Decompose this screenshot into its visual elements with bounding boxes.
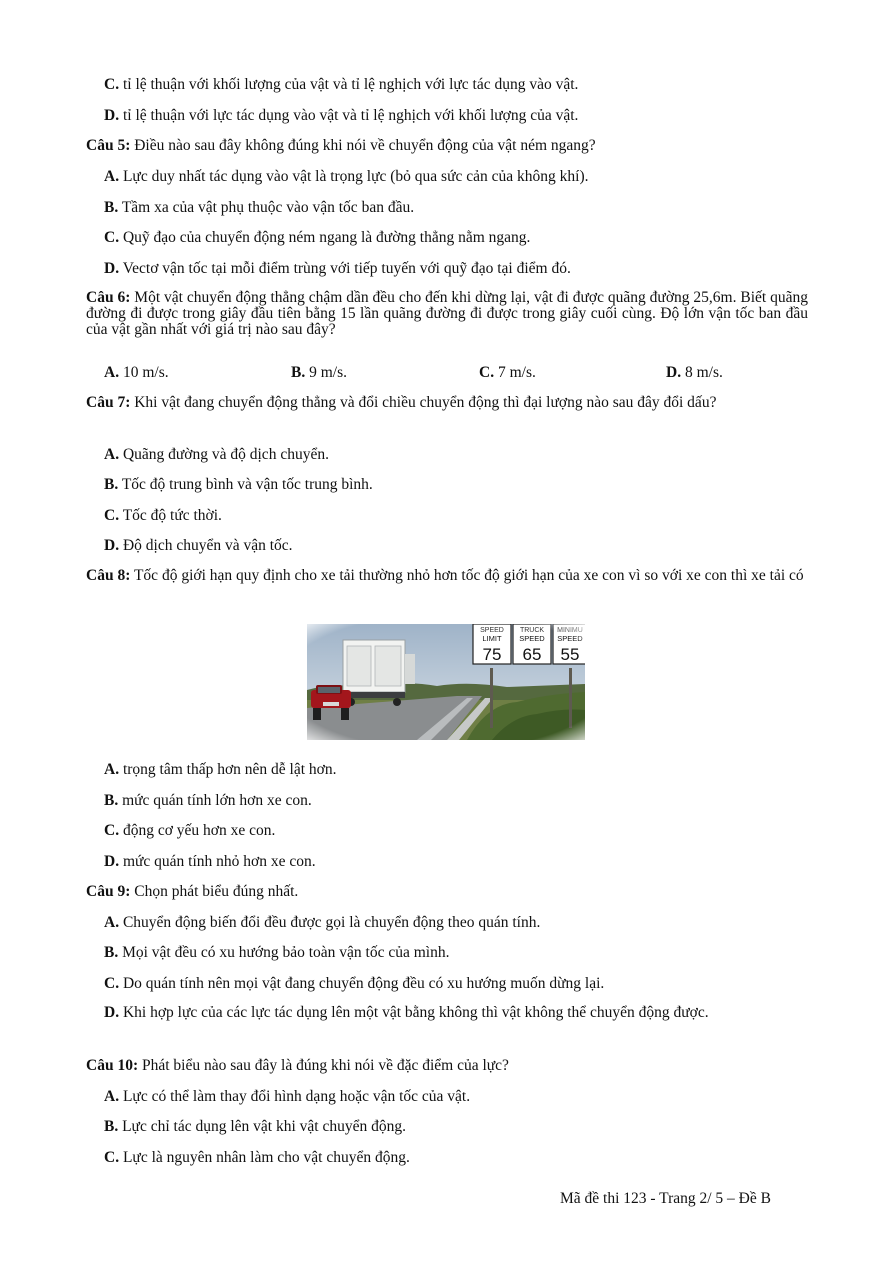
q6-stem: Câu 6: Một vật chuyển động thẳng chậm dần đều cho đến khi dừng lại, vật đi được quãng đường 25,6m. Biết quãng đường đi được trong giây đầu tiên bằng 15 lần quãng đường đi được trong giây cuối cùng. Độ lớn vận tốc ban đầu của vật gần nhất với giá trị nào sau đây?	[86, 289, 808, 338]
q8-option-c: C. động cơ yếu hơn xe con.	[104, 822, 276, 839]
truck-speed-limit-photo	[307, 624, 585, 740]
q10-option-c: C. Lực là nguyên nhân làm cho vật chuyển động.	[104, 1149, 410, 1166]
q10-stem: Câu 10: Phát biểu nào sau đây là đúng khi nói về đặc điểm của lực?	[86, 1057, 509, 1074]
page-footer: Mã đề thi 123 - Trang 2/ 5 – Đề B	[560, 1190, 771, 1207]
q5-option-b: B. Tầm xa của vật phụ thuộc vào vận tốc ban đầu.	[104, 199, 415, 216]
q6-option-a: A. 10 m/s.	[104, 364, 169, 381]
q8-stem: Câu 8: Tốc độ giới hạn quy định cho xe tải thường nhỏ hơn tốc độ giới hạn của xe con vì so với xe con thì xe tải có	[86, 567, 804, 584]
q7-option-a: A. Quãng đường và độ dịch chuyển.	[104, 446, 329, 463]
q8-option-d: D. mức quán tính nhỏ hơn xe con.	[104, 853, 316, 870]
q4-option-c: C. tỉ lệ thuận với khối lượng của vật và tỉ lệ nghịch với lực tác dụng vào vật.	[104, 76, 579, 93]
q8-option-b: B. mức quán tính lớn hơn xe con.	[104, 792, 312, 809]
q5-stem: Câu 5: Điều nào sau đây không đúng khi nói về chuyển động của vật ném ngang?	[86, 137, 596, 154]
q7-option-b: B. Tốc độ trung bình và vận tốc trung bình.	[104, 476, 373, 493]
q10-option-b: B. Lực chỉ tác dụng lên vật khi vật chuyển động.	[104, 1118, 406, 1135]
q5-option-d: D. Vectơ vận tốc tại mỗi điểm trùng với tiếp tuyến với quỹ đạo tại điểm đó.	[104, 260, 571, 277]
q9-option-c: C. Do quán tính nên mọi vật đang chuyển động đều có xu hướng muốn dừng lại.	[104, 975, 605, 992]
q6-option-d: D. 8 m/s.	[666, 364, 723, 381]
q7-option-c: C. Tốc độ tức thời.	[104, 507, 222, 524]
q9-stem: Câu 9: Chọn phát biểu đúng nhất.	[86, 883, 299, 900]
q9-option-d: D. Khi hợp lực của các lực tác dụng lên một vật bằng không thì vật không thể chuyển động được.	[104, 1004, 709, 1021]
q10-option-a: A. Lực có thể làm thay đổi hình dạng hoặc vận tốc của vật.	[104, 1088, 471, 1105]
q6-option-c: C. 7 m/s.	[479, 364, 536, 381]
q9-option-b: B. Mọi vật đều có xu hướng bảo toàn vận tốc của mình.	[104, 944, 450, 961]
q4-option-d: D. tỉ lệ thuận với lực tác dụng vào vật và tỉ lệ nghịch với khối lượng của vật.	[104, 107, 579, 124]
q7-option-d: D. Độ dịch chuyển và vận tốc.	[104, 537, 293, 554]
q6-option-b: B. 9 m/s.	[291, 364, 347, 381]
q7-stem: Câu 7: Khi vật đang chuyển động thẳng và đổi chiều chuyển động thì đại lượng nào sau đây đổi dấu?	[86, 394, 717, 411]
q9-option-a: A. Chuyển động biến đổi đều được gọi là chuyển động theo quán tính.	[104, 914, 541, 931]
q8-option-a: A. trọng tâm thấp hơn nên dễ lật hơn.	[104, 761, 337, 778]
q5-option-c: C. Quỹ đạo của chuyển động ném ngang là đường thẳng nằm ngang.	[104, 229, 531, 246]
q5-option-a: A. Lực duy nhất tác dụng vào vật là trọng lực (bỏ qua sức cản của không khí).	[104, 168, 589, 185]
